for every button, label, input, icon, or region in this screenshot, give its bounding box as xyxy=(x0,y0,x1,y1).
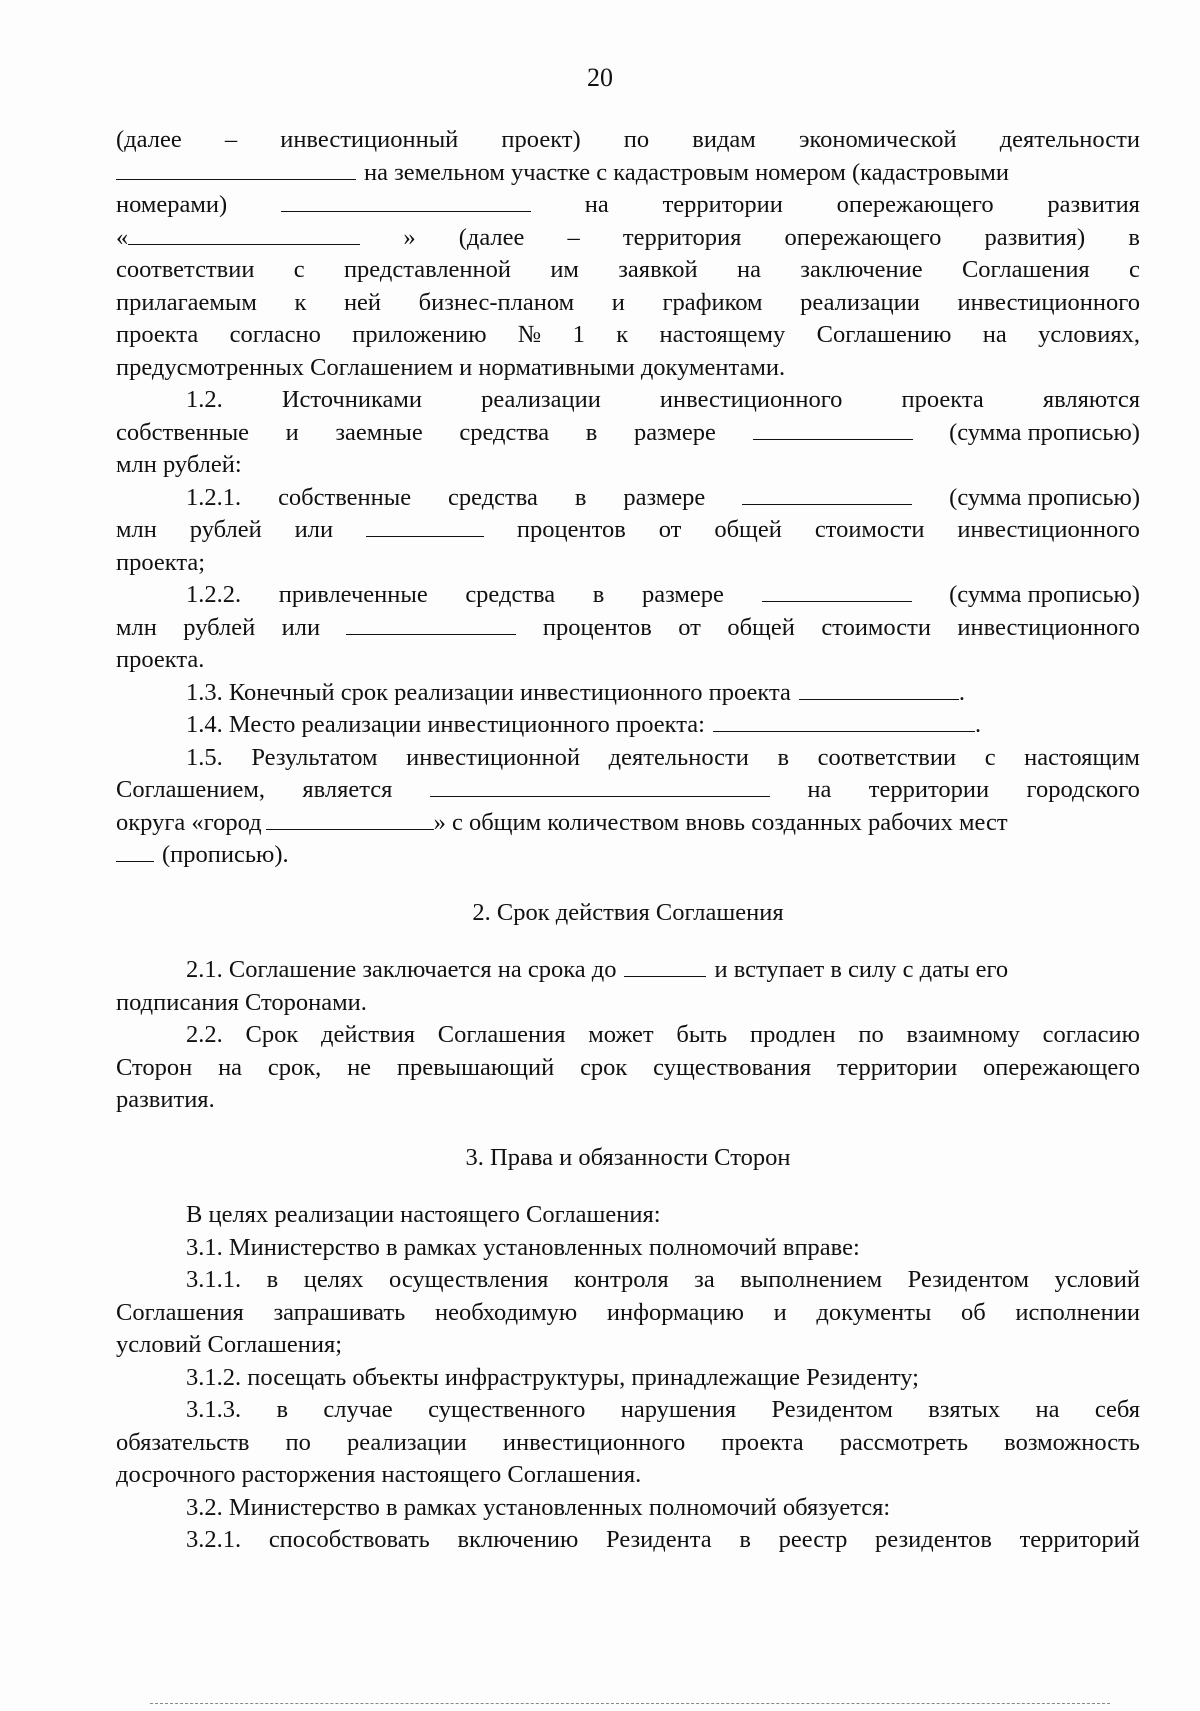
word: существенного xyxy=(428,1396,586,1423)
word: Сторон xyxy=(116,1053,193,1081)
word: Резидентом xyxy=(771,1396,893,1423)
word: существования xyxy=(653,1053,812,1081)
word: проекта xyxy=(901,386,984,413)
text-line: номерами) на территории опережающего развития xyxy=(116,191,1140,218)
word: по xyxy=(858,1021,884,1048)
word: заявкой xyxy=(618,256,698,283)
word: обязательств xyxy=(116,1428,250,1456)
text-line: млн рублей или процентов от общей стоимости инвестиционного xyxy=(116,516,1140,543)
word: возможность xyxy=(1004,1428,1140,1456)
word: взятых xyxy=(928,1396,1001,1423)
text-line xyxy=(116,1524,1140,1557)
word: деятельности xyxy=(608,743,749,771)
word: к xyxy=(616,321,629,348)
section-heading: 3. Права и обязанности Сторон xyxy=(465,1143,791,1171)
word: выполнением xyxy=(740,1266,883,1293)
word: настоящему xyxy=(659,321,786,348)
word: графиком xyxy=(662,288,763,316)
word: по xyxy=(285,1428,311,1456)
text-line xyxy=(116,1019,1140,1052)
fill-blank xyxy=(762,579,912,602)
word: – xyxy=(224,126,238,153)
text-line: условий Соглашения; xyxy=(116,1331,343,1358)
word: ней xyxy=(343,288,382,316)
word: с xyxy=(984,743,996,771)
text-line xyxy=(116,1297,1140,1330)
word: информацию xyxy=(606,1298,744,1326)
word: соответствии xyxy=(817,743,957,771)
text-line xyxy=(116,1264,1140,1297)
text-line xyxy=(116,384,1140,417)
text-line xyxy=(116,1052,1140,1085)
word: и xyxy=(773,1298,787,1326)
word: к xyxy=(294,288,307,316)
word: реализации xyxy=(800,288,920,316)
text-line: 3.1.2. посещать объекты инфраструктуры, принадлежащие Резиденту; xyxy=(186,1363,919,1391)
text-line: млн рублей или процентов от общей стоимости инвестиционного xyxy=(116,613,1140,641)
fill-blank xyxy=(713,709,975,732)
word: себя xyxy=(1094,1396,1140,1423)
word: заключение xyxy=(800,256,923,283)
word: в xyxy=(777,743,790,771)
word: инвестиционного xyxy=(502,1428,686,1456)
text-line xyxy=(116,742,1140,775)
word: проекта xyxy=(116,321,199,348)
word: проекта xyxy=(721,1428,804,1456)
word: резидентов xyxy=(875,1526,992,1553)
word: экономической xyxy=(798,126,957,153)
text-line: 1.2.1. собственные средства в размере (сумма прописью) xyxy=(186,483,1140,511)
word: целях xyxy=(303,1266,364,1293)
text-line: 1.3. Конечный срок реализации инвестиционного проекта . xyxy=(186,678,965,706)
text-line: млн рублей: xyxy=(116,451,242,478)
word: видам xyxy=(692,126,756,153)
text-line: 2.1. Соглашение заключается на срока до и вступает в силу с даты его xyxy=(186,956,1009,983)
word: прилагаемым xyxy=(116,288,257,316)
word: об xyxy=(960,1298,986,1326)
word: Результатом xyxy=(251,743,378,771)
word: нарушения xyxy=(620,1396,737,1423)
word: продлен xyxy=(749,1021,836,1048)
word: превышающий xyxy=(396,1053,555,1081)
word: бизнес-планом xyxy=(418,288,575,316)
word: на xyxy=(1035,1396,1060,1423)
text-line: « » (далее – территория опережающего развития) в xyxy=(116,223,1140,251)
word: в xyxy=(739,1526,751,1553)
fill-blank xyxy=(742,482,912,505)
fill-blank xyxy=(624,954,706,977)
word: не xyxy=(347,1053,372,1081)
word: 3.1.3. xyxy=(186,1396,242,1423)
page-edge-rule xyxy=(150,1703,1110,1704)
word: 3.1.1. xyxy=(186,1266,242,1293)
page-number: 20 xyxy=(587,63,613,92)
word: по xyxy=(623,126,650,153)
word: приложению xyxy=(352,321,487,348)
word: являются xyxy=(1042,386,1140,413)
word: № xyxy=(517,321,542,348)
word: запрашивать xyxy=(273,1298,406,1326)
text-line: В целях реализации настоящего Соглашения: xyxy=(186,1201,661,1228)
text-line: проекта; xyxy=(116,548,206,576)
text-line xyxy=(116,254,1140,287)
word: реализации xyxy=(347,1428,467,1456)
word: им xyxy=(550,256,579,283)
word: 1 xyxy=(572,321,585,348)
fill-blank xyxy=(281,189,531,212)
word: Источниками xyxy=(281,386,422,413)
word: действия xyxy=(321,1021,416,1048)
text-line: округа «город » с общим количеством вновь созданных рабочих мест xyxy=(116,808,1008,836)
word: инвестиционной xyxy=(406,743,581,771)
word: реестр xyxy=(778,1526,848,1553)
word: Срок xyxy=(245,1021,299,1048)
word: Соглашения xyxy=(961,256,1090,283)
word: с xyxy=(1129,256,1140,283)
word: в xyxy=(276,1396,289,1423)
word: инвестиционный xyxy=(280,126,459,153)
text-line xyxy=(116,287,1140,320)
word: быть xyxy=(676,1021,728,1048)
fill-blank xyxy=(116,157,356,180)
text-line: 1.4. Место реализации инвестиционного проекта: . xyxy=(186,711,982,738)
word: 1.5. xyxy=(186,743,223,771)
word: необходимую xyxy=(434,1298,578,1326)
word: на xyxy=(218,1053,243,1081)
word: настоящим xyxy=(1024,743,1140,771)
text-line: на земельном участке с кадастровым номером (кадастровыми xyxy=(116,157,1140,190)
text-line: досрочного расторжения настоящего Соглашения. xyxy=(116,1461,642,1488)
word: за xyxy=(694,1266,715,1293)
text-line: предусмотренных Соглашением и нормативными документами. xyxy=(116,353,786,381)
word: условиях, xyxy=(1038,321,1140,348)
word: срок xyxy=(580,1053,628,1081)
word: 1.2. xyxy=(186,386,223,413)
word: согласно xyxy=(229,321,321,348)
text-line: 1.2.2. привлеченные средства в размере (сумма прописью) xyxy=(186,581,1140,608)
text-line xyxy=(116,1427,1140,1460)
word: и xyxy=(611,288,625,316)
fill-blank xyxy=(116,839,154,862)
word: 3.2.1. xyxy=(186,1526,242,1553)
word: территорий xyxy=(1019,1526,1140,1553)
word: Соглашения xyxy=(116,1298,244,1326)
text-line: 3.1. Министерство в рамках установленных полномочий вправе: xyxy=(186,1233,860,1261)
word: Соглашения xyxy=(437,1021,566,1048)
document-body xyxy=(116,124,1140,1557)
text-line xyxy=(116,124,1140,157)
word: соответствии xyxy=(116,256,255,283)
word: включению xyxy=(457,1526,579,1553)
text-line: проекта. xyxy=(116,646,205,673)
word: осуществления xyxy=(388,1266,549,1293)
word: на xyxy=(736,256,761,283)
text-line: 3.2. Министерство в рамках установленных полномочий обязуется: xyxy=(186,1493,891,1521)
word: Соглашению xyxy=(816,321,952,348)
fill-blank xyxy=(753,417,913,440)
word: исполнении xyxy=(1015,1298,1140,1326)
text-line: (прописью). xyxy=(116,839,1140,872)
word: проект) xyxy=(501,126,581,153)
word: способствовать xyxy=(268,1526,430,1553)
fill-blank xyxy=(366,514,484,537)
text-line: Соглашением, является на территории городского xyxy=(116,776,1140,803)
word: инвестиционного xyxy=(659,386,843,413)
word: контроля xyxy=(573,1266,669,1293)
text-line: собственные и заемные средства в размере (сумма прописью) xyxy=(116,418,1140,446)
word: территории xyxy=(836,1053,958,1081)
word: Резидентом xyxy=(907,1266,1030,1293)
word: (далее xyxy=(116,126,182,153)
word: на xyxy=(982,321,1007,348)
word: документы xyxy=(816,1298,932,1326)
word: согласию xyxy=(1042,1021,1140,1048)
fill-blank xyxy=(430,774,770,797)
text-line: развития. xyxy=(116,1086,215,1113)
word: 2.2. xyxy=(186,1021,223,1048)
word: реализации xyxy=(481,386,601,413)
text-line: подписания Сторонами. xyxy=(116,988,367,1016)
word: случае xyxy=(323,1396,393,1423)
fill-blank xyxy=(266,807,434,830)
section-heading: 2. Срок действия Соглашения xyxy=(472,898,784,926)
word: деятельности xyxy=(999,126,1140,153)
word: опережающего xyxy=(983,1053,1140,1081)
fill-blank xyxy=(128,222,360,245)
word: взаимному xyxy=(906,1021,1020,1048)
word: условий xyxy=(1054,1266,1140,1293)
word: в xyxy=(266,1266,279,1293)
fill-blank xyxy=(346,612,516,635)
word: Резидента xyxy=(606,1526,712,1553)
word: срок, xyxy=(267,1053,322,1081)
text-line xyxy=(116,1394,1140,1427)
word: представленной xyxy=(343,256,511,283)
word: рассмотреть xyxy=(839,1428,969,1456)
fill-blank xyxy=(799,677,959,700)
word: с xyxy=(293,256,305,283)
text-line xyxy=(116,319,1140,352)
word: может xyxy=(588,1021,654,1048)
word: инвестиционного xyxy=(957,288,1140,316)
